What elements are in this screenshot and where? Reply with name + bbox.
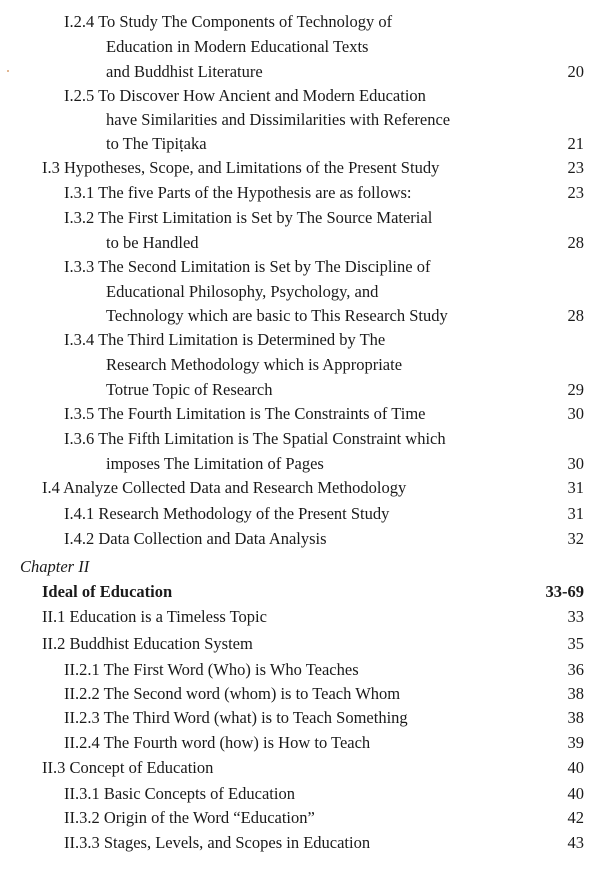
- toc-entry-i-3-3: I.3.3 The Second Limitation is Set by The Discipline of: [64, 257, 431, 276]
- chapter-label: Chapter II: [20, 557, 90, 576]
- toc-page-number: 29: [567, 380, 584, 399]
- toc-entry-ii-2-3: II.2.3 The Third Word (what) is to Teach Something: [64, 708, 408, 727]
- toc-entry-i-3-2: I.3.2 The First Limitation is Set by The Source Material: [64, 208, 433, 227]
- toc-page-number: 40: [567, 784, 584, 803]
- toc-entry-line: Educational Philosophy, Psychology, and: [106, 282, 379, 301]
- toc-entry-line: to The Tipiṭaka: [106, 134, 207, 153]
- paper-speck: [7, 70, 9, 72]
- chapter-title: Ideal of Education: [42, 582, 173, 601]
- toc-page-number: 30: [567, 454, 584, 473]
- toc-entry-i-4-1: I.4.1 Research Methodology of the Present Study: [64, 504, 390, 523]
- toc-entry-i-3-6: I.3.6 The Fifth Limitation is The Spatial Constraint which: [64, 429, 446, 448]
- toc-entry-line: and Buddhist Literature: [106, 62, 263, 81]
- toc-entry-i-4: I.4 Analyze Collected Data and Research Methodology: [42, 478, 407, 497]
- toc-entry-ii-2-2: II.2.2 The Second word (whom) is to Teach Whom: [64, 684, 401, 703]
- toc-entry-i-3: I.3 Hypotheses, Scope, and Limitations of the Present Study: [42, 158, 440, 177]
- toc-entry-ii-3-2: II.3.2 Origin of the Word “Education”: [64, 808, 315, 827]
- toc-entry-i-2-4: I.2.4 To Study The Components of Technology of: [64, 12, 393, 31]
- toc-page-number: 20: [567, 62, 584, 81]
- toc-page-number: 23: [567, 158, 584, 177]
- toc-entry-ii-1: II.1 Education is a Timeless Topic: [42, 607, 267, 626]
- toc-entry-i-3-4: I.3.4 The Third Limitation is Determined by The: [64, 330, 386, 349]
- toc-page-number: 40: [567, 758, 584, 777]
- toc-entry-line: Research Methodology which is Appropriate: [106, 355, 403, 374]
- toc-entry-ii-3-3: II.3.3 Stages, Levels, and Scopes in Education: [64, 833, 371, 852]
- toc-entry-line: imposes The Limitation of Pages: [106, 454, 324, 473]
- toc-entry-i-4-2: I.4.2 Data Collection and Data Analysis: [64, 529, 327, 548]
- toc-page-number: 32: [567, 529, 584, 548]
- toc-entry-ii-2: II.2 Buddhist Education System: [42, 634, 253, 653]
- toc-page-number: 31: [567, 478, 584, 497]
- toc-page-number: 35: [567, 634, 584, 653]
- toc-page-number: 21: [567, 134, 584, 153]
- toc-page-number: 38: [567, 684, 584, 703]
- toc-entry-line: to be Handled: [106, 233, 199, 252]
- toc-entry-i-3-5: I.3.5 The Fourth Limitation is The Constraints of Time: [64, 404, 426, 423]
- toc-page-number: 30: [567, 404, 584, 423]
- toc-page-number: 23: [567, 183, 584, 202]
- toc-entry-line: have Similarities and Dissimilarities with Reference: [106, 110, 451, 129]
- toc-entry-line: Education in Modern Educational Texts: [106, 37, 369, 56]
- chapter-page-range: 33-69: [545, 582, 584, 601]
- toc-page-number: 28: [567, 233, 584, 252]
- toc-page-number: 39: [567, 733, 584, 752]
- toc-entry-ii-3: II.3 Concept of Education: [42, 758, 214, 777]
- toc-page-number: 33: [567, 607, 584, 626]
- toc-page-number: 38: [567, 708, 584, 727]
- toc-page-number: 28: [567, 306, 584, 325]
- toc-entry-line: Technology which are basic to This Research Study: [106, 306, 448, 325]
- toc-entry-line: Totrue Topic of Research: [106, 380, 273, 399]
- toc-page-number: 42: [567, 808, 584, 827]
- toc-page-number: 43: [567, 833, 584, 852]
- toc-entry-ii-2-1: II.2.1 The First Word (Who) is Who Teaches: [64, 660, 359, 679]
- toc-entry-i-3-1: I.3.1 The five Parts of the Hypothesis are as follows:: [64, 183, 412, 202]
- toc-page-number: 36: [567, 660, 584, 679]
- toc-entry-ii-3-1: II.3.1 Basic Concepts of Education: [64, 784, 295, 803]
- toc-entry-i-2-5: I.2.5 To Discover How Ancient and Modern Education: [64, 86, 426, 105]
- toc-page-number: 31: [567, 504, 584, 523]
- toc-entry-ii-2-4: II.2.4 The Fourth word (how) is How to Teach: [64, 733, 371, 752]
